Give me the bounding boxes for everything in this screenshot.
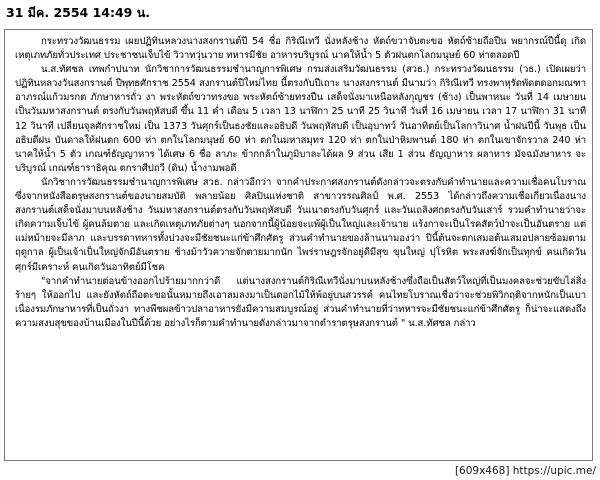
article-paragraph: นักวิชาการวัฒนธรรมชำนาญการพิเศษ สวธ. กล่าวอีกว่า จากคำประกาศสงกรานต์ดังกล่าวจะตรงกับคำทำนายและความเชื่อคนโบราณซึ่งจากหนังสือตรุษสงกรานต์ของนายสมบัติ พลายน้อย ศิลปินแห่งชาติ สาขาวรรณศิลป์ พ.ศ. 2553 ได้กล่าวถึงความเชื่อเกี่ยวเนื่องนางสงกรานต์เสด็จนั่งมาบนหลังช้าง วันมหาสงกรานต์ตรงกับวันพฤหัสบดี วันเนาตรงกับวันศุกร์ และวันเถลิงศกตรงกับวันเสาร์ รวมคำทำนายว่าจะเกิดความเจ็บไข้ ผู้คนล้มตาย และเกิดเหตุเภทภัยต่างๆ นอกจากนี้ผู้น้อยจะแพ้ผู้เป็นใหญ่และเจ้านาย แร้งกาจะเป็นโรคสัตว์ป่าจะเป็นอันตราย แต่แม่หม้ายจะมีลาภ และบรรดาทหารทั้งปวงจะมีชัยชนะแก่ข้าศึกศัตรู ส่วนคำทำนายของล้านนามองว่า ปีนี้ต้นจะตกเสมอต้นเสมอปลายซ้อมตามฤดูกาล ผู้เป็นเจ้าเป็นใหญ่จักมีอันตราย ช้างม้าวัวควายจักตายมากนัก ไพร่ราษฎรจักอยู่ดีมีสุข ขุนใหญ่ ปุโรหิต พระสงฆ์จักเป็นทุกข์ คนเกิดวันศุกร์มีเคราะห์ คนเกิดวันอาทิตย์มีโชค xyxy=(15,176,586,273)
news-timestamp: 31 มีค. 2554 14:49 น. xyxy=(6,5,151,20)
article-body xyxy=(15,35,586,331)
article-paragraph: กระทรวงวัฒนธรรม เผยปฏิทินหลวงนางสงกรานต์ปี 54 ชื่อ กิริณีเทวี นั่งหลังช้าง หัตถ์ขวาจับตะขอ หัตถ์ซ้ายถือปืน พยากรณ์ปีนี้ดุ เกิดเหตุเภทภัยทั่วประเทศ ประชาชนเจ็บไข้ วิวาทวุ่นวาย ทหารมีชัย อาหารบริบูรณ์ นาคให้น้ำ 5 ตัวฝนตกโลกมนุษย์ 60 ห่าตลอดปี xyxy=(15,36,586,62)
article-paragraph: น.ส.ทัศชล เทพกำปนาท นักวิชาการวัฒนธรรมชำนาญการพิเศษ กรมส่งเสริมวัฒนธรรม (สวธ.) กระทรวงวัฒนธรรม (วธ.) เปิดเผยว่า ปฏิทินหลวงวันสงกรานต์ ปีพุทธศักราช 2554 สงกรานต์ปีใหม่ไทย นี้ตรงกับปีเถาะ นางสงกรานต์ มีนามว่า กิริณีเทวี ทรงพาหุรัดพัดตดอกมณฑา อาภรณ์แก้วมรกต ภักษาหารถั่ว งา พระหัตถ์ขวาทรงขอ พระหัตถ์ซ้ายทรงปืน เสด็จนั่งมาเหนือหลังกุญชร (ช้าง) เป็นพาหนะ วันที่ 14 เมษายน เป็นวันมหาสงกรานต์ ตรงกับวันพฤหัสบดี ขึ้น 11 ค่ำ เดือน 5 เวลา 13 นาฬิกา 25 นาที 25 วินาที วันที่ 16 เมษายน เวลา 17 นาฬิกา 31 นาที 12 วินาที เปลี่ยนจุลศักราชใหม่ เป็น 1373 วันศุกร์เป็นธงชัยและอธิบดี วันพฤหัสบดี เป็นอุบาทว์ วันอาทิตย์เป็นโลกาวินาศ น้ำฝนปีนี้ วันพุธ เป็นอธิบดีฝน บันดาลให้ฝนตก 600 ห่า ตกในโลกมนุษย์ 60 ห่า ตกในมหาสมุทร 120 ห่า ตกในป่าหิมพานต์ 180 ห่า ตกในเขาจักรวาล 240 ห่า นาคให้น้ำ 5 ตัว เกณฑ์ธัญญาหาร ได้เศษ 6 ชื่อ ลาภะ ข้ากกล้าในภูมิบาละได้ผล 9 ส่วน เสีย 1 ส่วน ธัญญาหาร ผลาหาร มัจฉมังษาหาร จะบริบูรณ์ เกณฑ์ธาราธิคุณ ตกราศีปถวี (ดิน) น้ำงามพอดี xyxy=(15,64,586,174)
article-paragraph: "จากคำทำนายต่อนข้างออกไปร้ายมากกว่าดี แต่นางสงกรานต์กิริณีเทวีนั่งมาบนหลังช้างซึ่งถือเป็นสัตว์ใหญ่ที่เป็นมงคลจะช่วยขับไล่สิ่งร้ายๆ ให้ออกไป และยังหัตถ์ถือตะขอนั้นหมายถึงเอาลมลงมาเป็นดอกไม้ให้พ้อยู่บนสวรรค์ คนไทยโบราณเชื่อว่าจะช่วยพิวิกฤติจากหนักเป็นเบา เนื่องรมภักษาหารที่เป็นถั่วงา ทางพืชผลข้าวปลาอาหารยังมีความสมบูรณ์อยู่ ส่วนคำทำนายที่ว่าทหารจะมีชัยชนะแก่ข้าศึกศัตรู ก็น่าจะแสดงถึงความสงบสุขของบ้านเมืองในปีนี้ด้วย อย่างไรก็ตามคำทำนายดังกล่าวมาจากตำราตรุษสงกรานต์ " น.ส.ทัศชล กล่าว xyxy=(15,275,586,329)
article-box xyxy=(4,29,593,461)
image-host-watermark: [609x468] https://upic.me/ xyxy=(454,465,596,477)
